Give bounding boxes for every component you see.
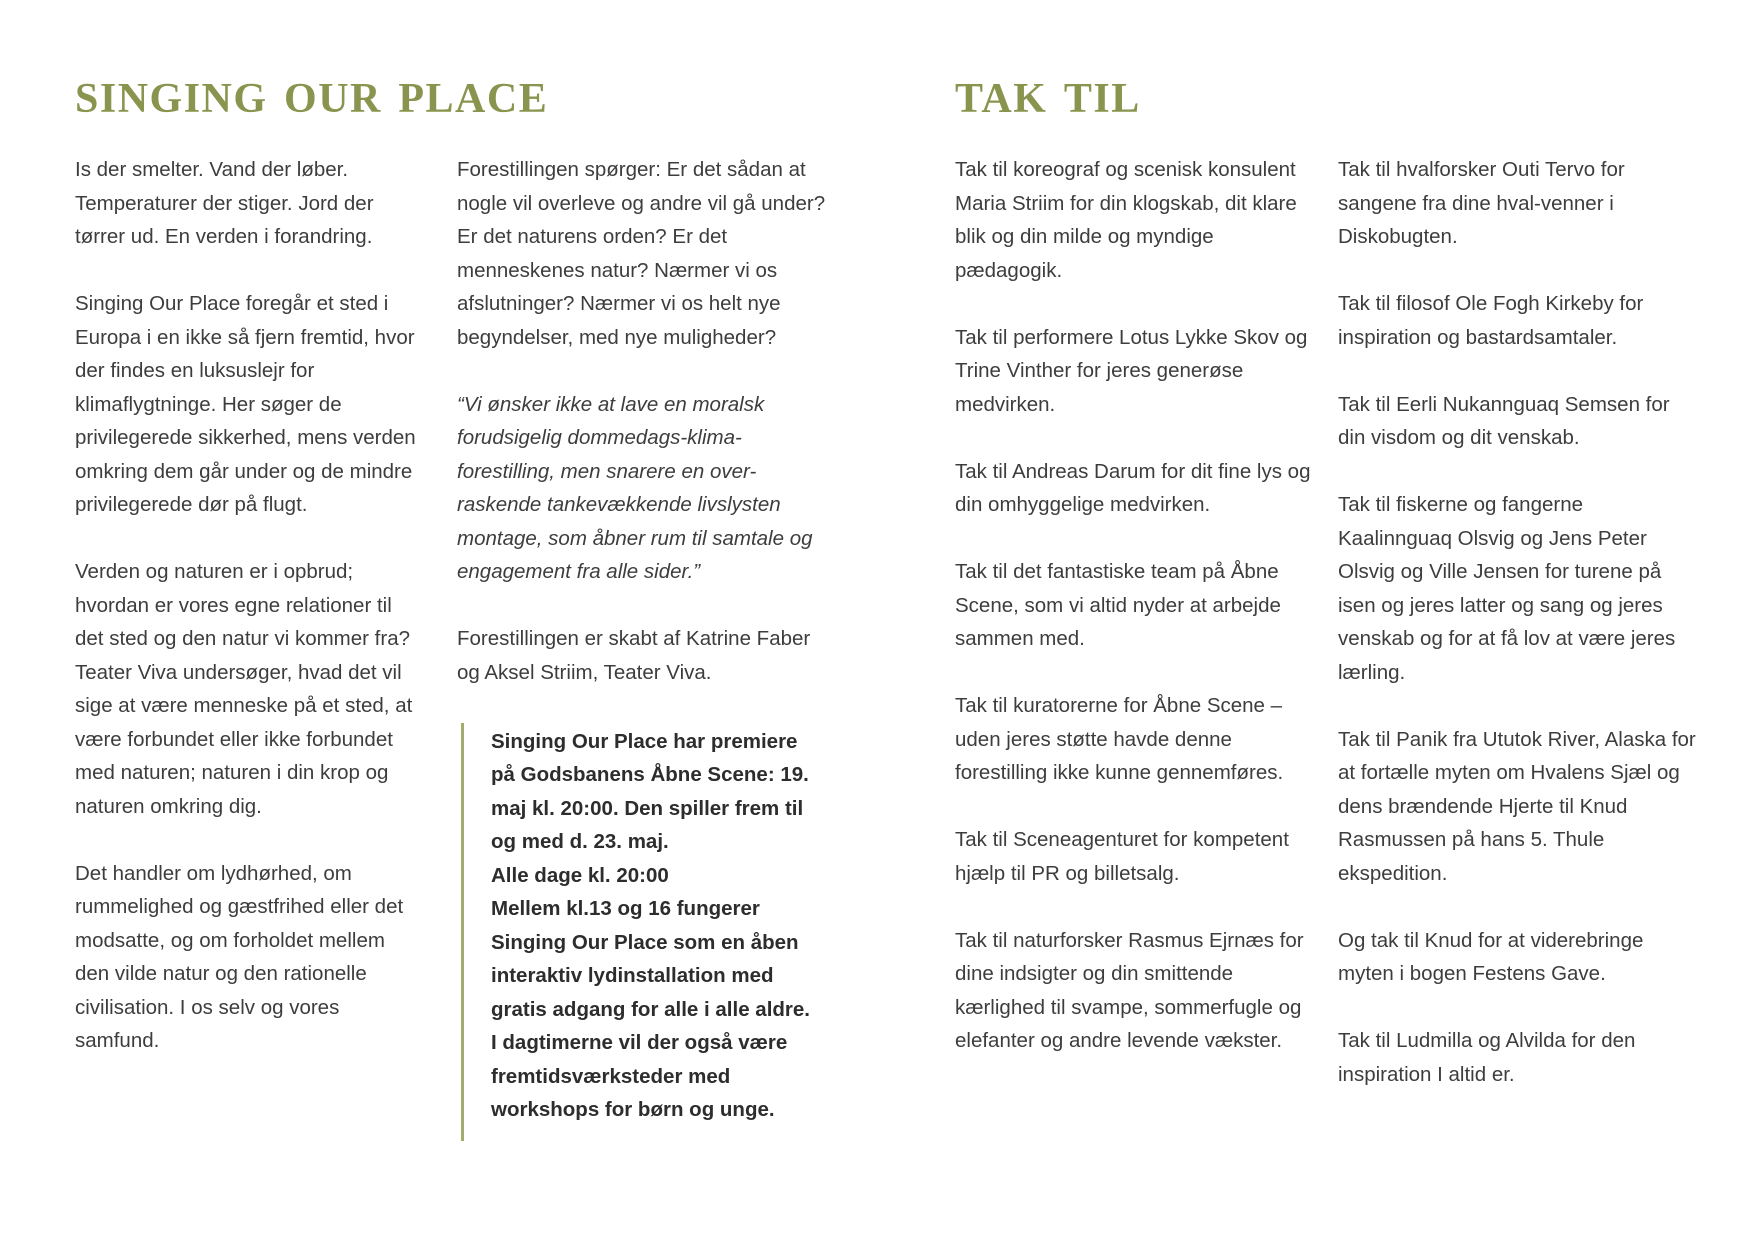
credits-paragraph: Forestillingen er skabt af Katrine Faber og Aksel Striim, Teater Viva. bbox=[457, 627, 811, 684]
left-column-2 bbox=[457, 153, 827, 1141]
premiere-time-text: Alle dage kl. 20:00 bbox=[491, 863, 669, 887]
thanks-item: Tak til Sceneagenturet for kompetent hjælp til PR og billetsalg. bbox=[955, 828, 1289, 885]
intro-paragraph: Is der smelter. Vand der løber. Temperaturer der stiger. Jord der tørrer ud. En verden i forandring. bbox=[75, 158, 374, 248]
thanks-column-1 bbox=[955, 153, 1315, 1091]
thanks-item: Tak til Andreas Darum for dit fine lys og din omhyggelige medvirken. bbox=[955, 459, 1311, 516]
thanks-item: Tak til filosof Ole Fogh Kirkeby for inspiration og bastardsamtaler. bbox=[1338, 292, 1644, 349]
left-column-1 bbox=[75, 153, 420, 1091]
thanks-item: Tak til kuratorerne for Åbne Scene – uden jeres støtte havde denne forestilling ikke kunne gennemføres. bbox=[955, 694, 1284, 784]
questions-paragraph: Forestillingen spørger: Er det sådan at nogle vil overleve og andre vil gå under? Er det naturens orden? Er det menneskenes natur? Nærmer vi os afslutninger? Nærmer vi os helt nye begyndelser, med nye muligheder? bbox=[457, 158, 826, 349]
thanks-item: Tak til Ludmilla og Alvilda for den inspiration I altid er. bbox=[1338, 1029, 1636, 1086]
premiere-date-text: Singing Our Place har premiere på Godsbanens Åbne Scene: 19. maj kl. 20:00. Den spiller frem til og med d. 23. maj. bbox=[491, 729, 809, 853]
page-title-left: singing our place bbox=[75, 59, 549, 125]
thanks-item: Og tak til Knud for at viderebringe myten i bogen Festens Gave. bbox=[1338, 928, 1644, 985]
installation-info-text: Mellem kl.13 og 16 fungerer Singing Our Place som en åben interaktiv lydinstallation med gratis adgang for alle i alle aldre. I dagtimerne vil der også være fremtidsværksteder med workshops for børn og unge. bbox=[491, 897, 810, 1121]
thanks-item: Tak til naturforsker Rasmus Ejrnæs for dine indsigter og din smittende kærlighed til svampe, sommerfugle og elefanter og andre levende vækster. bbox=[955, 928, 1304, 1052]
question-paragraph: Verden og naturen er i opbrud; hvordan er vores egne relationer til det sted og den natur vi kommer fra? bbox=[75, 560, 411, 650]
teater-viva-paragraph: Teater Viva undersøger, hvad det vil sige at være menneske på et sted, at være forbundet eller ikke forbundet med naturen; naturen i din krop og naturen omkring dig. bbox=[75, 660, 413, 818]
thanks-item: Tak til det fantastiske team på Åbne Scene, som vi altid nyder at arbejde sammen med. bbox=[955, 560, 1281, 650]
thanks-item: Tak til Panik fra Ututok River, Alaska for at fortælle myten om Hvalens Sjæl og dens brændende Hjerte til Knud Rasmussen på hans 5. Thule ekspedition. bbox=[1338, 727, 1696, 885]
page-title-right: tak til bbox=[955, 59, 1141, 125]
thanks-item: Tak til koreograf og scenisk konsulent Maria Striim for din klogskab, dit klare blik og din milde og myndige pædagogik. bbox=[955, 158, 1297, 282]
theme-paragraph: Det handler om lydhørhed, om rummelighed og gæstfrihed eller det modsatte, og om forholdet mellem den vilde natur og den rationelle civilisation. I os selv og vores samfund. bbox=[75, 861, 404, 1052]
thanks-item: Tak til fiskerne og fangerne Kaalinnguaq Olsvig og Jens Peter Olsvig og Ville Jensen for turene på isen og jeres latter og sang og jeres venskab og for at få lov at være jeres lærling. bbox=[1338, 493, 1676, 684]
quote-paragraph: “Vi ønsker ikke at lave en moralsk forudsigelig dommedags-klima-forestilling, men snarere en over-raskende tankevækkende livslysten montage, som åbner rum til samtale og engagement fra alle sider.” bbox=[457, 392, 813, 583]
thanks-item: Tak til performere Lotus Lykke Skov og Trine Vinther for jeres generøse medvirken. bbox=[955, 325, 1308, 416]
premiere-info-box bbox=[461, 723, 821, 1141]
setting-paragraph: Singing Our Place foregår et sted i Europa i en ikke så fjern fremtid, hvor der findes en luksuslejr for klimaflygtninge. Her søger de privilegerede sikkerhed, mens verden omkring dem går under og de mindre privilegerede dør på flugt. bbox=[75, 292, 416, 516]
thanks-item: Tak til hvalforsker Outi Tervo for sangene fra dine hval-venner i Diskobugten. bbox=[1338, 158, 1625, 248]
thanks-column-2 bbox=[1338, 153, 1698, 1125]
thanks-item: Tak til Eerli Nukannguaq Semsen for din visdom og dit venskab. bbox=[1338, 392, 1670, 449]
